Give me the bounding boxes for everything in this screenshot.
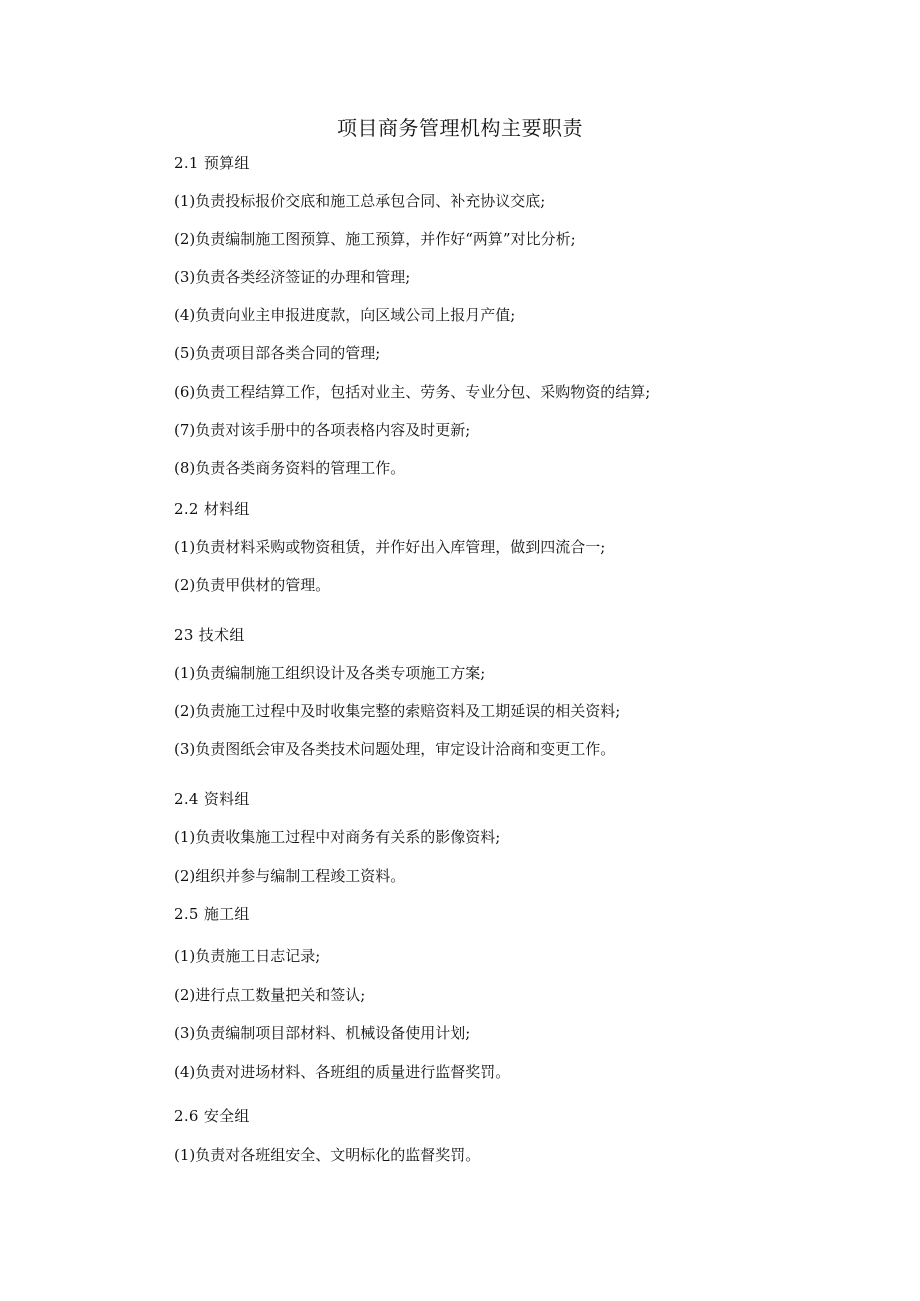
list-item: (1)负责编制施工组织设计及各类专项施工方案; xyxy=(174,664,486,682)
list-item: (5)负责项目部各类合同的管理; xyxy=(174,344,381,362)
section-heading-technical: 23 技术组 xyxy=(174,626,245,644)
list-item: (2)进行点工数量把关和签认; xyxy=(174,986,366,1004)
list-item: (3)负责各类经济签证的办理和管理; xyxy=(174,268,411,286)
list-item: (4)负责对进场材料、各班组的质量进行监督奖罚。 xyxy=(174,1063,511,1081)
section-heading-budget: 2.1 预算组 xyxy=(174,154,250,172)
section-heading-safety: 2.6 安全组 xyxy=(174,1107,250,1125)
list-item: (6)负责工程结算工作，包括对业主、劳务、专业分包、采购物资的结算; xyxy=(174,383,651,401)
list-item: (1)负责收集施工过程中对商务有关系的影像资料; xyxy=(174,828,501,846)
list-item: (2)负责编制施工图预算、施工预算，并作好“两算”对比分析; xyxy=(174,230,576,248)
list-item: (1)负责对各班组安全、文明标化的监督奖罚。 xyxy=(174,1146,481,1164)
section-heading-documents: 2.4 资料组 xyxy=(174,790,250,808)
list-item: (1)负责施工日志记录; xyxy=(174,947,321,965)
list-item: (3)负责图纸会审及各类技术问题处理，审定设计洽商和变更工作。 xyxy=(174,740,616,758)
list-item: (4)负责向业主申报进度款，向区域公司上报月产值; xyxy=(174,306,516,324)
list-item: (2)负责施工过程中及时收集完整的索赔资料及工期延误的相关资料; xyxy=(174,702,621,720)
list-item: (1)负责材料采购或物资租赁，并作好出入库管理，做到四流合一; xyxy=(174,538,606,556)
list-item: (3)负责编制项目部材料、机械设备使用计划; xyxy=(174,1024,471,1042)
list-item: (1)负责投标报价交底和施工总承包合同、补充协议交底; xyxy=(174,192,546,210)
list-item: (2)负责甲供材的管理。 xyxy=(174,576,331,594)
list-item: (2)组织并参与编制工程竣工资料。 xyxy=(174,867,406,885)
section-heading-construction: 2.5 施工组 xyxy=(174,905,250,923)
section-heading-materials: 2.2 材料组 xyxy=(174,500,250,518)
list-item: (8)负责各类商务资料的管理工作。 xyxy=(174,459,406,477)
list-item: (7)负责对该手册中的各项表格内容及时更新; xyxy=(174,421,471,439)
document-title: 项目商务管理机构主要职责 xyxy=(337,116,583,140)
